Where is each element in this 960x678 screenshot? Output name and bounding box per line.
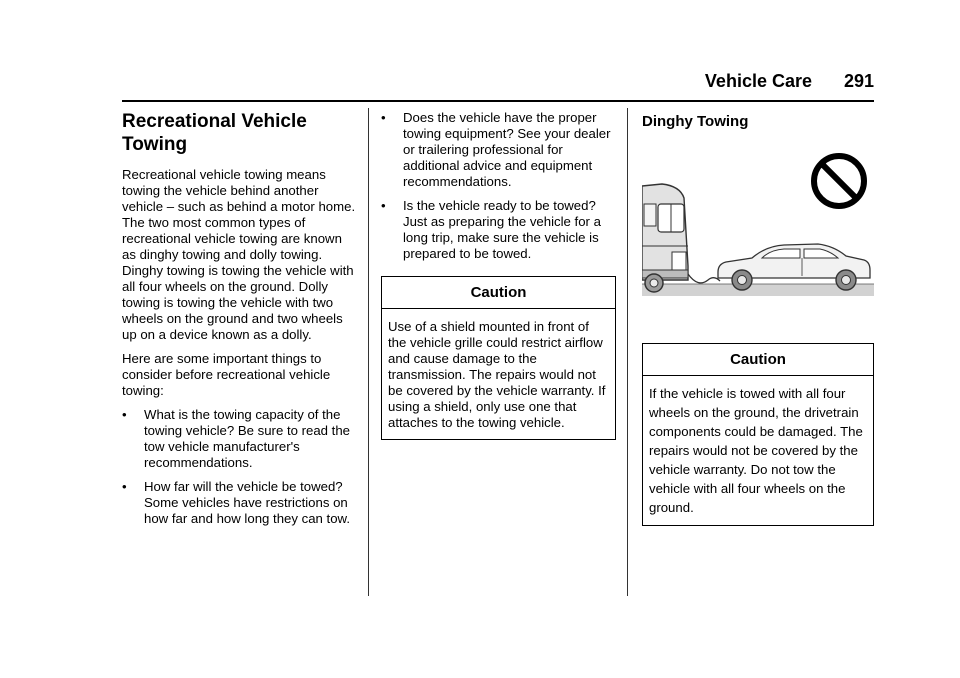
list-item bbox=[381, 198, 616, 262]
page-number: 291 bbox=[843, 71, 874, 91]
caution-box bbox=[381, 276, 616, 440]
caution-title: Caution bbox=[643, 344, 873, 376]
section-heading: Recreational Vehicle Towing bbox=[122, 111, 307, 155]
bullet-mark: • bbox=[381, 110, 386, 125]
list-item bbox=[122, 407, 357, 471]
caution-box bbox=[642, 343, 874, 526]
column-1 bbox=[122, 110, 357, 535]
column-divider-1 bbox=[368, 108, 369, 596]
bullet-text: How far will the vehicle be towed? Some vehicles have restrictions on how far and how long they can tow. bbox=[144, 479, 351, 526]
caution-text: Use of a shield mounted in front of the vehicle grille could restrict airflow and cause damage to the transmission. The repairs would not be covered by the vehicle warranty. If using a shield, only use one that attaches to the towing vehicle. bbox=[388, 319, 606, 430]
page-header bbox=[122, 71, 874, 101]
caution-title: Caution bbox=[382, 277, 615, 309]
bullet-text: Is the vehicle ready to be towed? Just as preparing the vehicle for a long trip, make sure the vehicle is prepared to be towed. bbox=[403, 198, 601, 261]
list-item bbox=[381, 110, 616, 190]
bullet-mark: • bbox=[122, 479, 127, 494]
motorhome-shape bbox=[642, 184, 688, 292]
list-item bbox=[122, 479, 357, 527]
bullet-text: What is the towing capacity of the towing vehicle? Be sure to read the tow vehicle manufacturer's recommendations. bbox=[144, 407, 350, 470]
column-divider-2 bbox=[627, 108, 628, 596]
bullet-text: Does the vehicle have the proper towing equipment? See your dealer or trailering professional for additional advice and equipment recommendations. bbox=[403, 110, 611, 189]
intro-paragraph: Recreational vehicle towing means towing the vehicle behind another vehicle – such as behind a motor home. The two most common types of recreational vehicle towing are known as dinghy towing and dolly towing. Dinghy towing is towing the vehicle with all four wheels on the ground. Dolly towing is towing the vehicle with two wheels on the ground and two wheels up on a device known as a dolly. bbox=[122, 167, 356, 342]
column-2 bbox=[381, 110, 616, 440]
bullet-mark: • bbox=[122, 407, 127, 422]
header-rule bbox=[122, 100, 874, 102]
considerations-paragraph: Here are some important things to consider before recreational vehicle towing: bbox=[122, 351, 331, 398]
bullet-mark: • bbox=[381, 198, 386, 213]
section-title: Vehicle Care bbox=[704, 71, 812, 91]
dinghy-towing-illustration bbox=[642, 148, 874, 313]
caution-text: If the vehicle is towed with all four wheels on the ground, the drivetrain components could be damaged. The repairs would not be covered by the vehicle warranty. Do not tow the vehicle with all four wheels on the ground. bbox=[649, 386, 863, 515]
subsection-heading: Dinghy Towing bbox=[642, 113, 749, 130]
